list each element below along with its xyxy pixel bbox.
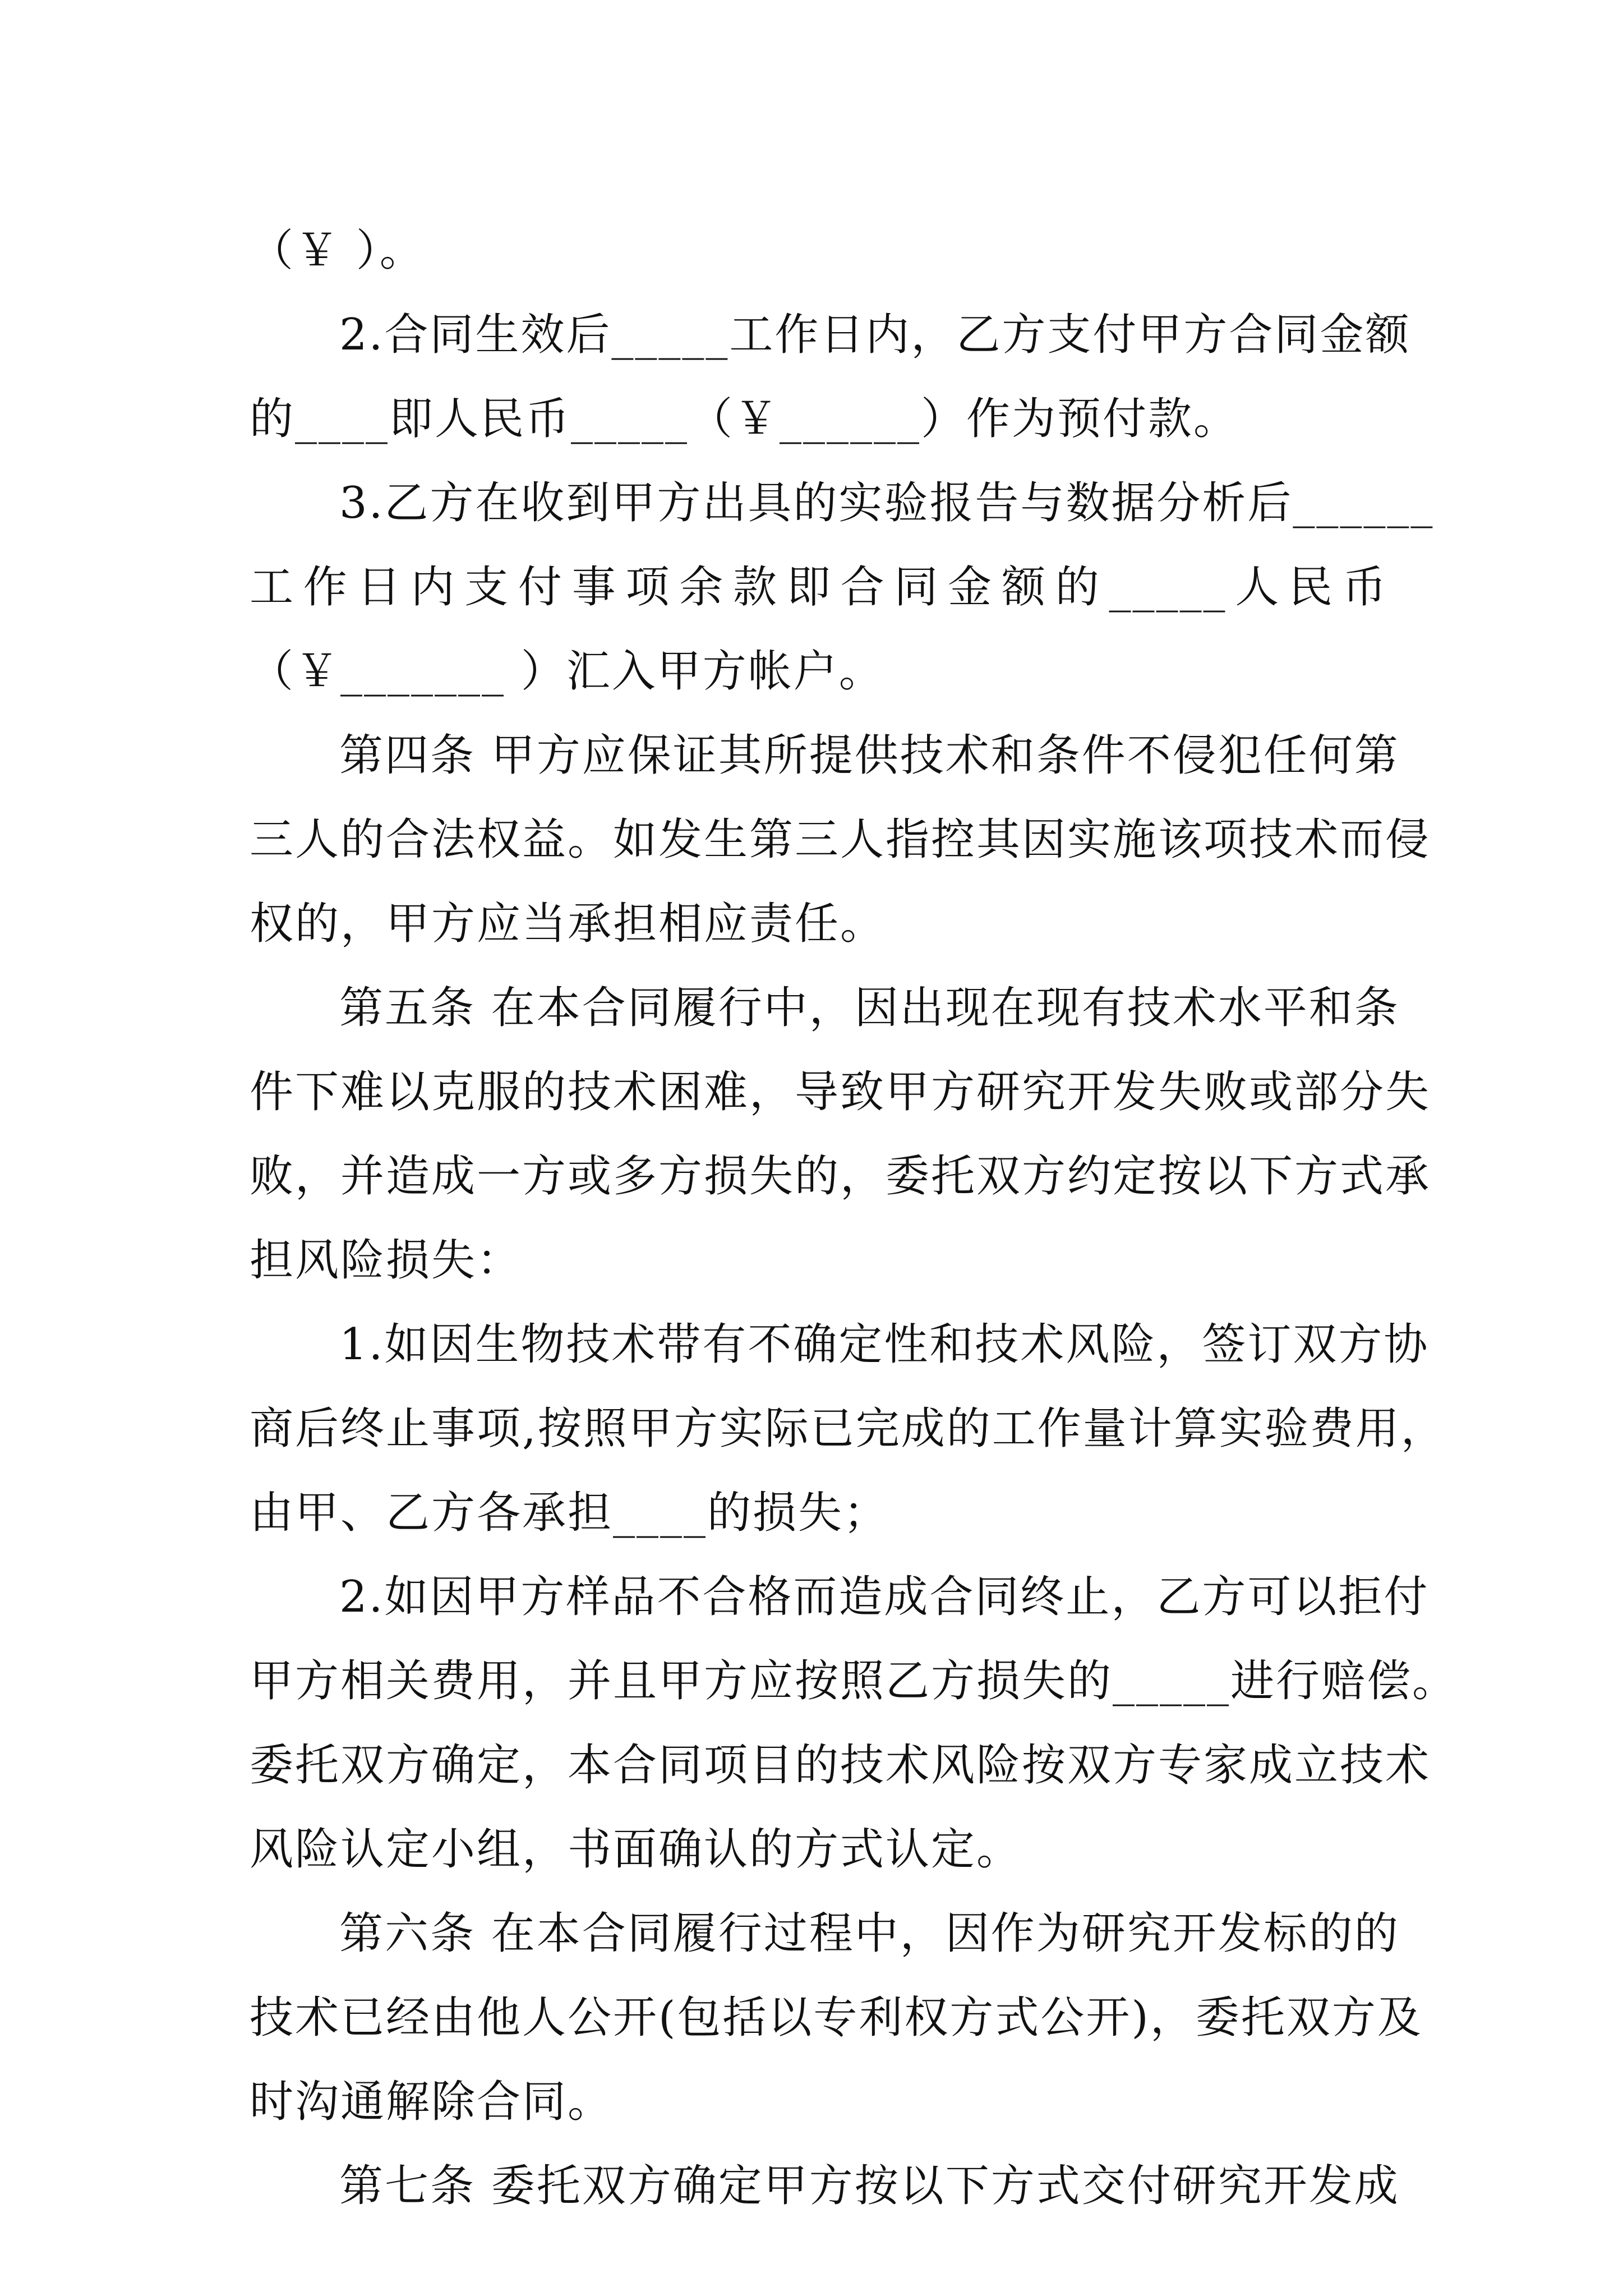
word: 币 bbox=[1342, 562, 1388, 613]
text-line: 三人的合法权益。如发生第三人指控其因实施该项技术而侵 bbox=[250, 815, 1431, 865]
text-line: 3.乙方在收到甲方出具的实验报告与数据分析后______ bbox=[339, 478, 1435, 528]
text-line: （￥_______ ）汇入甲方帐户。 bbox=[250, 646, 884, 697]
word: 余 bbox=[679, 562, 725, 613]
text-line: （￥ ）。 bbox=[250, 226, 425, 276]
text-line: 第六条 在本合同履行过程中，因作为研究开发标的的 bbox=[339, 1908, 1400, 1959]
text-line: 商后终止事项,按照甲方实际已完成的工作量计算实验费用， bbox=[250, 1404, 1446, 1454]
text-line: 2.如因甲方样品不合格而造成合同终止，乙方可以拒付 bbox=[339, 1572, 1430, 1622]
text-line: 1.如因生物技术带有不确定性和技术风险，签订双方协 bbox=[339, 1319, 1430, 1370]
word: 合 bbox=[840, 562, 886, 613]
text-line: 技术已经由他人公开(包括以专利权方式公开)，委托双方及 bbox=[250, 1993, 1423, 2043]
text-line: 第七条 委托双方确定甲方按以下方式交付研究开发成 bbox=[339, 2161, 1400, 2211]
word: 民 bbox=[1289, 562, 1335, 613]
text-line: 风险认定小组，书面确认的方式认定。 bbox=[250, 1824, 1022, 1875]
word: 日 bbox=[357, 562, 403, 613]
word: 人 bbox=[1235, 562, 1281, 613]
word: 内 bbox=[411, 562, 457, 613]
text-line: 第五条 在本合同履行中，因出现在现有技术水平和条 bbox=[339, 983, 1400, 1033]
text-line: 时沟通解除合同。 bbox=[250, 2077, 614, 2127]
word: 项 bbox=[625, 562, 671, 613]
text-line: 的____即人民币_____（￥______）作为预付款。 bbox=[250, 394, 1239, 444]
text-line: 第四条 甲方应保证其所提供技术和条件不侵犯任何第 bbox=[339, 730, 1400, 781]
text-line: 担风险损失： bbox=[250, 1235, 523, 1286]
text-line: 败，并造成一方或多方损失的，委托双方约定按以下方式承 bbox=[250, 1151, 1431, 1202]
word: 款 bbox=[733, 562, 779, 613]
word: 额 bbox=[1001, 562, 1047, 613]
text-line: 2.合同生效后_____工作日内，乙方支付甲方合同金额 bbox=[339, 310, 1411, 360]
text-line: 权的，甲方应当承担相应责任。 bbox=[250, 899, 886, 949]
text-line: 件下难以克服的技术困难，导致甲方研究开发失败或部分失 bbox=[250, 1067, 1431, 1117]
text-line: 甲方相关费用，并且甲方应按照乙方损失的_____进行赔偿。 bbox=[250, 1656, 1458, 1706]
word: 付 bbox=[518, 562, 564, 613]
word: 支 bbox=[464, 562, 510, 613]
word: 金 bbox=[948, 562, 994, 613]
word: 同 bbox=[894, 562, 940, 613]
word: 的 bbox=[1055, 562, 1101, 613]
word: 即 bbox=[786, 562, 832, 613]
word: 作 bbox=[303, 562, 349, 613]
contract-body-text bbox=[250, 209, 1458, 2228]
text-line: 委托双方确定，本合同项目的技术风险按双方专家成立技术 bbox=[250, 1740, 1431, 1791]
word: _____ bbox=[1109, 562, 1227, 613]
text-line: 由甲、乙方各承担____的损失； bbox=[250, 1488, 889, 1538]
word: 事 bbox=[571, 562, 617, 613]
text-line-justified bbox=[250, 545, 1388, 629]
word: 工 bbox=[250, 562, 296, 613]
